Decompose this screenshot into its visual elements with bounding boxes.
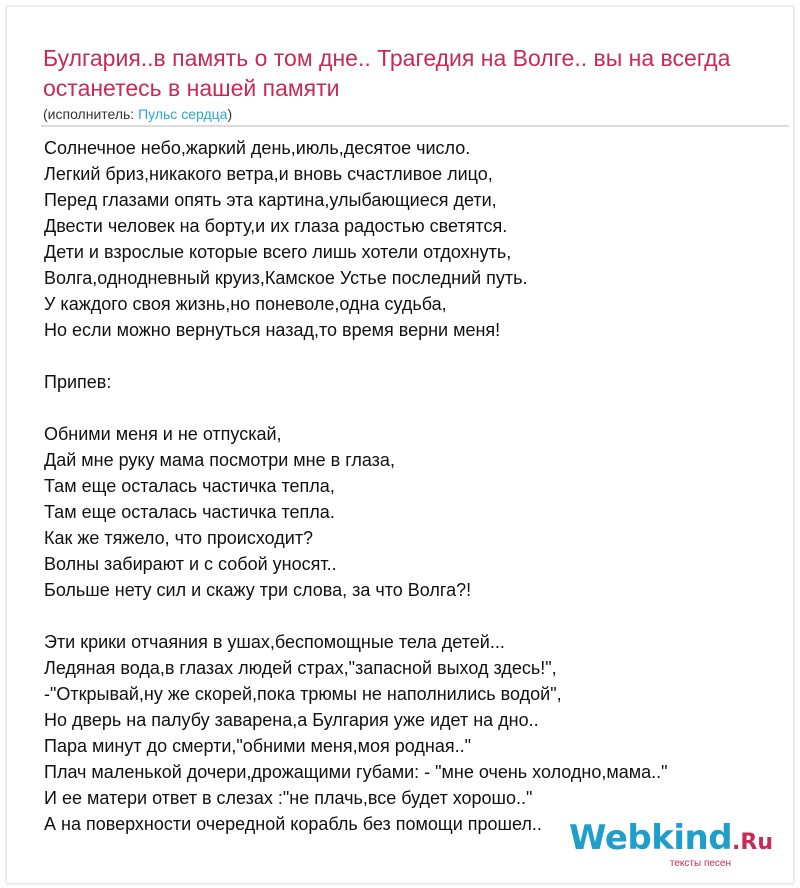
blank-line <box>44 343 784 369</box>
lyrics-text <box>44 135 784 837</box>
lyric-line: Там еще осталась частичка тепла, <box>44 476 335 496</box>
lyric-line: И ее матери ответ в слезах :"не плачь,все будет хорошо.." <box>44 788 533 808</box>
lyric-line: Двести человек на борту,и их глаза радостью светятся. <box>44 216 508 236</box>
lyric-line: Обними меня и не отпускай, <box>44 424 282 444</box>
lyric-line: Но если можно вернуться назад,то время верни меня! <box>44 320 501 340</box>
lyric-line: Легкий бриз,никакого ветра,и вновь счастливое лицо, <box>44 164 493 184</box>
blank-line <box>44 603 784 629</box>
logo-main-text: Webkind <box>569 818 733 858</box>
lyrics-page <box>6 6 794 884</box>
lyric-line: Эти крики отчаяния в ушах,беспомощные тела детей... <box>44 632 505 652</box>
lyric-line: Дети и взрослые которые всего лишь хотели отдохнуть, <box>44 242 512 262</box>
lyric-line: Пара минут до смерти,"обними меня,моя родная.." <box>44 736 471 756</box>
lyric-line: Перед глазами опять эта картина,улыбающиеся дети, <box>44 190 497 210</box>
lyric-line: Ледяная вода,в глазах людей страх,"запасной выход здесь!", <box>44 658 557 678</box>
byline-prefix: (исполнитель: <box>43 106 139 122</box>
lyric-line: Как же тяжело, что происходит? <box>44 528 314 548</box>
lyric-line: Припев: <box>44 372 112 392</box>
lyric-line: Но дверь на палубу заварена,а Булгария уже идет на дно.. <box>44 710 539 730</box>
site-logo[interactable] <box>569 818 773 869</box>
lyric-line: Там еще осталась частичка тепла. <box>44 502 335 522</box>
lyric-line: Дай мне руку мама посмотри мне в глаза, <box>44 450 395 470</box>
lyric-line: Больше нету сил и скажу три слова, за что Волга?! <box>44 580 472 600</box>
lyric-line: Волны забирают и с собой уносят.. <box>44 554 337 574</box>
lyric-line: -"Открывай,ну же скорей,пока трюмы не наполнились водой", <box>44 684 562 704</box>
logo-subtitle: тексты песен <box>669 858 731 869</box>
byline-suffix: ) <box>227 106 233 122</box>
logo-tld: .Ru <box>732 830 773 855</box>
logo-wordmark <box>569 818 773 860</box>
artist-byline <box>43 105 232 123</box>
lyric-line: Плач маленькой дочери,дрожащими губами: - "мне очень холодно,мама.." <box>44 762 668 782</box>
lyric-line: Солнечное небо,жаркий день,июль,десятое число. <box>44 138 471 158</box>
lyric-line: Волга,однодневный круиз,Камское Устье последний путь. <box>44 268 528 288</box>
lyric-line: А на поверхности очередной корабль без помощи прошел.. <box>44 814 542 834</box>
song-title: Булгария..в память о том дне.. Трагедия на Волге.. вы на всегда останетесь в нашей памяти <box>43 45 731 101</box>
lyric-line: У каждого своя жизнь,но поневоле,одна судьба, <box>44 294 447 314</box>
blank-line <box>44 395 784 421</box>
artist-link[interactable]: Пульс сердца <box>138 106 228 122</box>
title-divider <box>41 125 789 127</box>
